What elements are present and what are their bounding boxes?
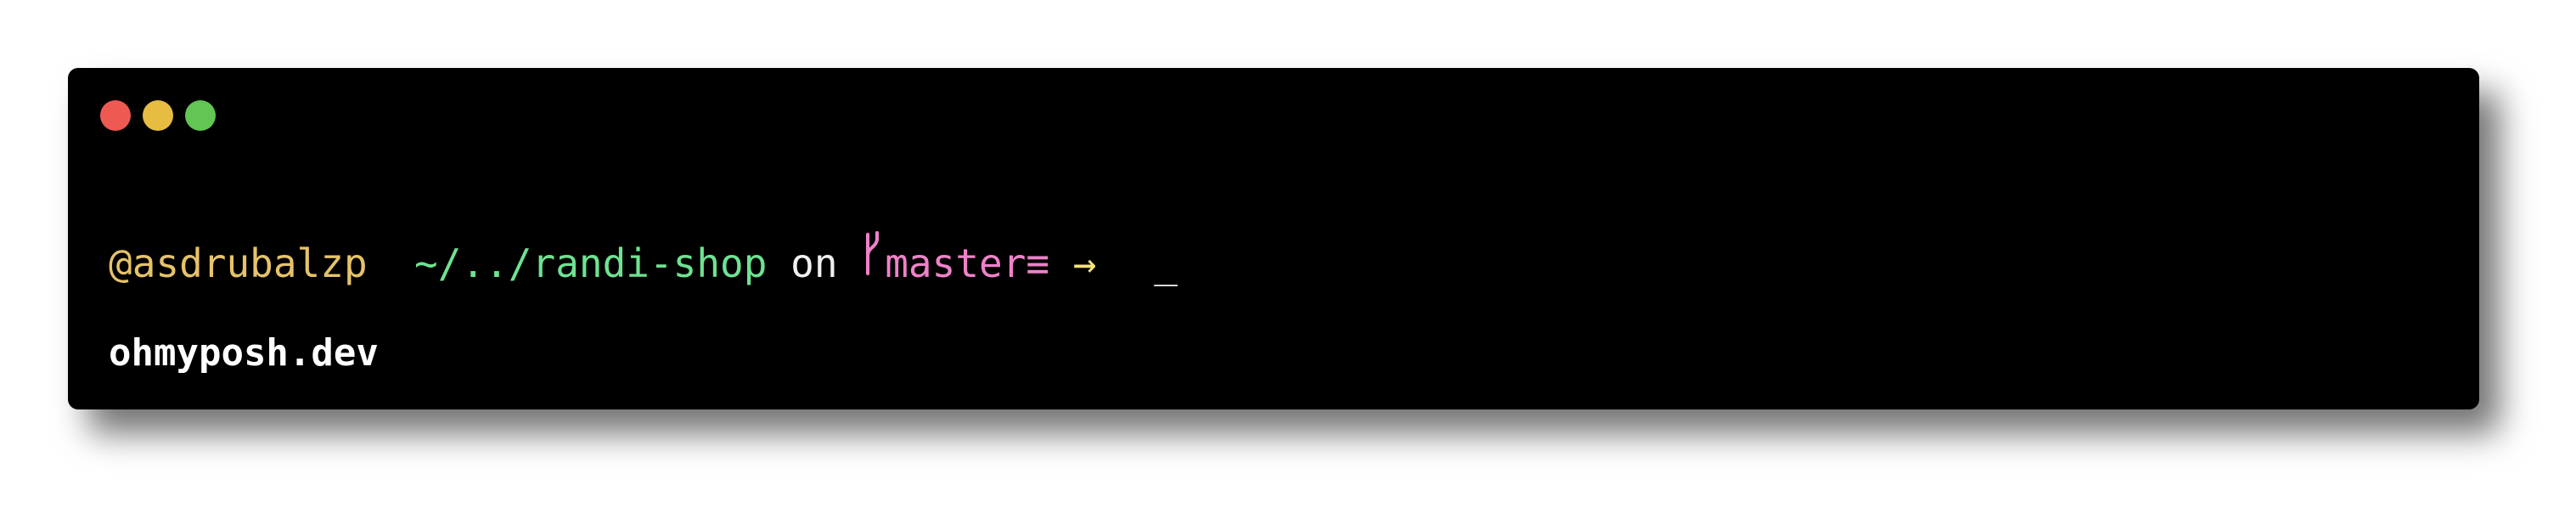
prompt-arrow: →: [1049, 240, 1121, 286]
prompt-branch: master: [885, 240, 1026, 286]
git-branch-icon: [863, 229, 881, 277]
maximize-button[interactable]: [185, 100, 216, 131]
minimize-button[interactable]: [143, 100, 173, 131]
footer-text: ohmyposh.dev: [109, 331, 379, 375]
prompt-line[interactable]: [109, 229, 1178, 289]
terminal-cursor: _: [1154, 240, 1178, 286]
prompt-path: ~/../randi-shop: [414, 240, 768, 286]
prompt-branch-status: ≡: [1026, 240, 1050, 286]
close-button[interactable]: [100, 100, 131, 131]
window-controls: [100, 100, 216, 131]
prompt-on-word: on: [767, 240, 862, 286]
prompt-user: @asdrubalzp: [109, 240, 368, 286]
terminal-window: [68, 68, 2479, 409]
